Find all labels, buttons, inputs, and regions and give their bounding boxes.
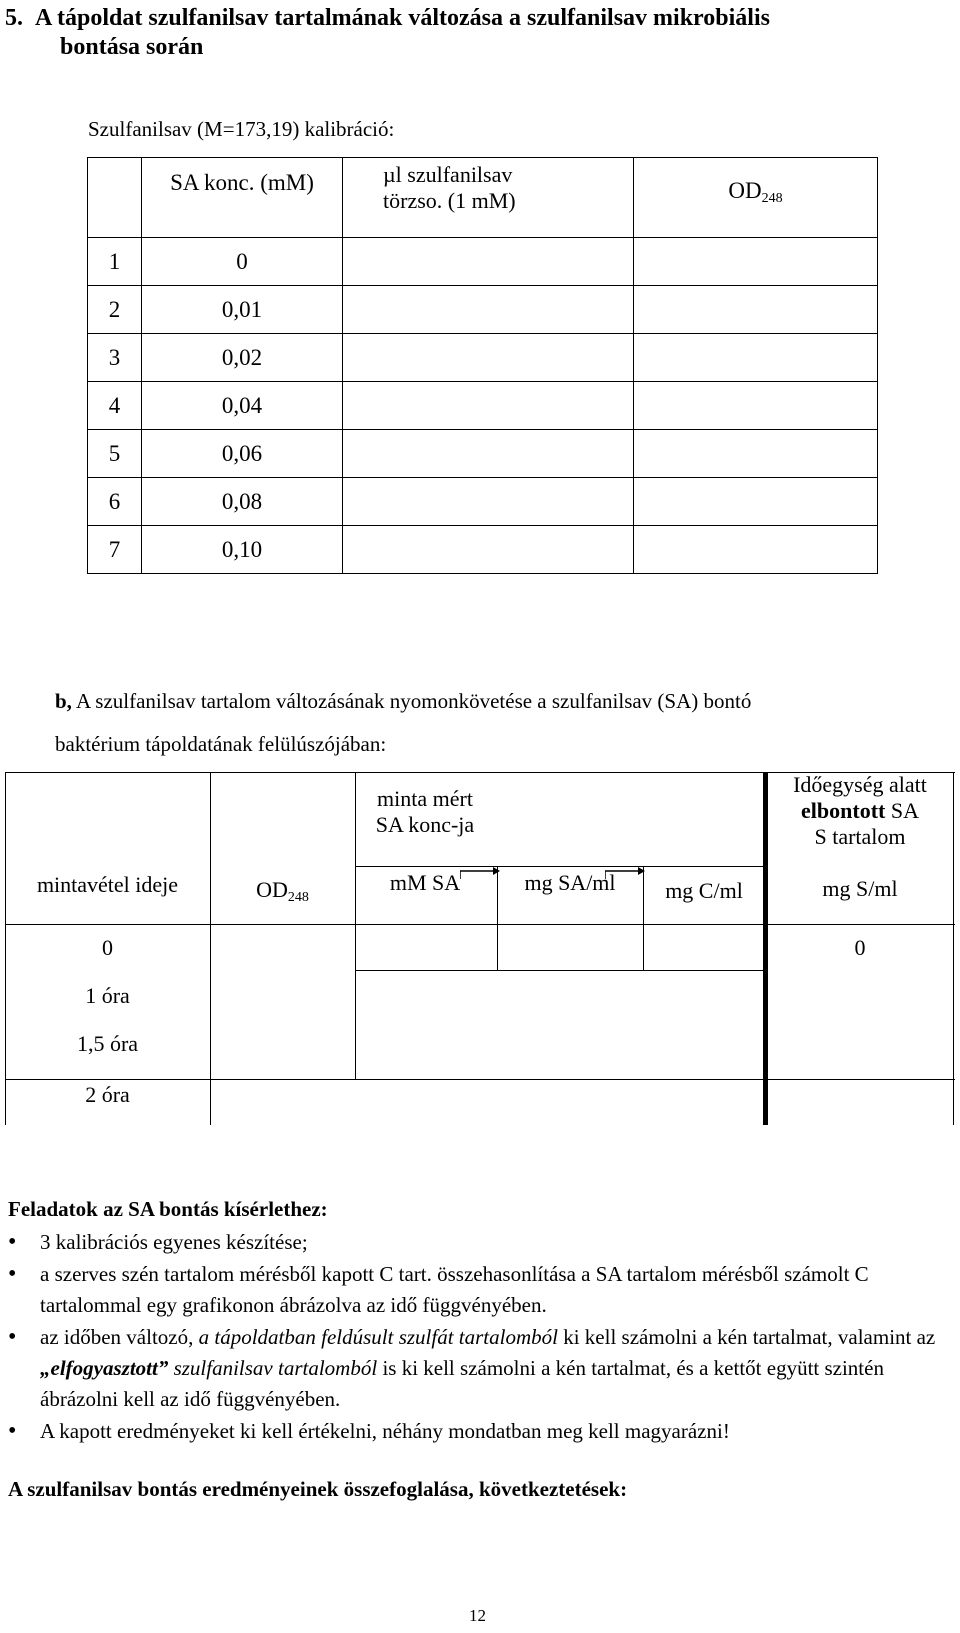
sa-conc-value: 0,06 [142, 430, 343, 478]
ul-stock-cell [343, 334, 634, 382]
ul-stock-cell [343, 382, 634, 430]
calibration-table [87, 157, 878, 574]
tasks-list [8, 1227, 948, 1448]
row0-s-value: 0 [854, 935, 866, 960]
b-heading-line1: b, A szulfanilsav tartalom változásának nyomonkövetése a szulfanilsav (SA) bontó [55, 689, 752, 713]
summary-heading: A szulfanilsav bontás eredményeinek összefoglalása, következtetések: [8, 1477, 628, 1501]
row-time-1: 1 óra [85, 983, 130, 1008]
ul-stock-cell [343, 478, 634, 526]
sa-conc-value: 0,02 [142, 334, 343, 382]
ul-stock-cell [343, 526, 634, 574]
table-row [88, 382, 878, 430]
table-row [88, 238, 878, 286]
tasks-heading: Feladatok az SA bontás kísérlethez: [8, 1197, 328, 1221]
sa-conc-value: 0,01 [142, 286, 343, 334]
sa-conc-header: SA konc. (mM) [142, 158, 343, 238]
unit-mm-sa: mM SA [389, 870, 461, 895]
list-item: • 3 kalibrációs egyenes készítése; [8, 1227, 948, 1258]
ul-stock-cell [343, 286, 634, 334]
table-row [88, 286, 878, 334]
table-row [88, 334, 878, 382]
section-title-line1: 5. A tápoldat szulfanilsav tartalmának változása a szulfanilsav mikrobiális [5, 5, 770, 31]
table-row [88, 526, 878, 574]
ul-stock-cell [343, 238, 634, 286]
row-time-2: 1,5 óra [76, 1031, 139, 1056]
unit-mg-c-ml: mg C/ml [665, 878, 743, 903]
list-item: • a szerves szén tartalom mérésből kapott C tart. összehasonlítása a SA tartalom mérésből számolt C tartalommal egy grafikonon ábrázolva az idő függvényében. [8, 1259, 948, 1321]
arrow-right-icon [460, 867, 500, 881]
ul-sulfanilsav-header: µl szulfanilsav törzso. (1 mM) [343, 158, 634, 238]
row-number: 3 [88, 334, 142, 382]
row-number: 6 [88, 478, 142, 526]
section-title-line2: bontása során [60, 34, 204, 60]
sa-conc-value: 0,04 [142, 382, 343, 430]
od-cell [634, 382, 878, 430]
measured-sa-header: minta mért SA konc-ja [375, 786, 475, 837]
table-row [88, 430, 878, 478]
row-number: 7 [88, 526, 142, 574]
sa-conc-value: 0,10 [142, 526, 343, 574]
row-number: 2 [88, 286, 142, 334]
sampling-time-header: mintavétel ideje [36, 872, 179, 897]
row-number: 4 [88, 382, 142, 430]
row-number: 1 [88, 238, 142, 286]
od-cell [634, 238, 878, 286]
row-time-0: 0 [102, 935, 113, 960]
sample-table [5, 772, 955, 1125]
ul-stock-cell [343, 430, 634, 478]
sa-conc-value: 0,08 [142, 478, 343, 526]
od248-header: $OD_{248}$ [634, 158, 878, 238]
unit-mg-sa-ml: mg SA/ml [524, 870, 616, 895]
unit-mg-s-ml: mg S/ml [822, 876, 898, 901]
calibration-header-row [88, 158, 878, 238]
arrow-right-icon [605, 867, 645, 881]
calibration-label: Szulfanilsav (M=173,19) kalibráció: [88, 117, 395, 141]
od-cell [634, 430, 878, 478]
b-heading-line2: baktérium tápoldatának felülúszójában: [55, 732, 387, 756]
od-cell [634, 526, 878, 574]
row-number: 5 [88, 430, 142, 478]
row-time-3: 2 óra [85, 1082, 130, 1107]
od-cell [634, 286, 878, 334]
od-cell [634, 334, 878, 382]
od-cell [634, 478, 878, 526]
sa-conc-value: 0 [142, 238, 343, 286]
list-item: • az időben változó, a tápoldatban feldúsult szulfát tartalomból ki kell számolni a kén tartalmat, valamint az „elfogyasztott” szulfanilsav tartalomból is ki kell számolni a kén tartalmat, és a kettőt együtt szintén ábrázolni kell az idő függvényében. [8, 1322, 948, 1415]
table-row [88, 478, 878, 526]
list-item: • A kapott eredményeket ki kell értékelni, néhány mondatban meg kell magyarázni! [8, 1416, 948, 1447]
od248-column-header: $OD_{248}$ [256, 877, 309, 905]
time-unit-header: Időegység alatt elbontott SA S tartalom [793, 772, 927, 849]
page-number: 12 [469, 1606, 486, 1625]
